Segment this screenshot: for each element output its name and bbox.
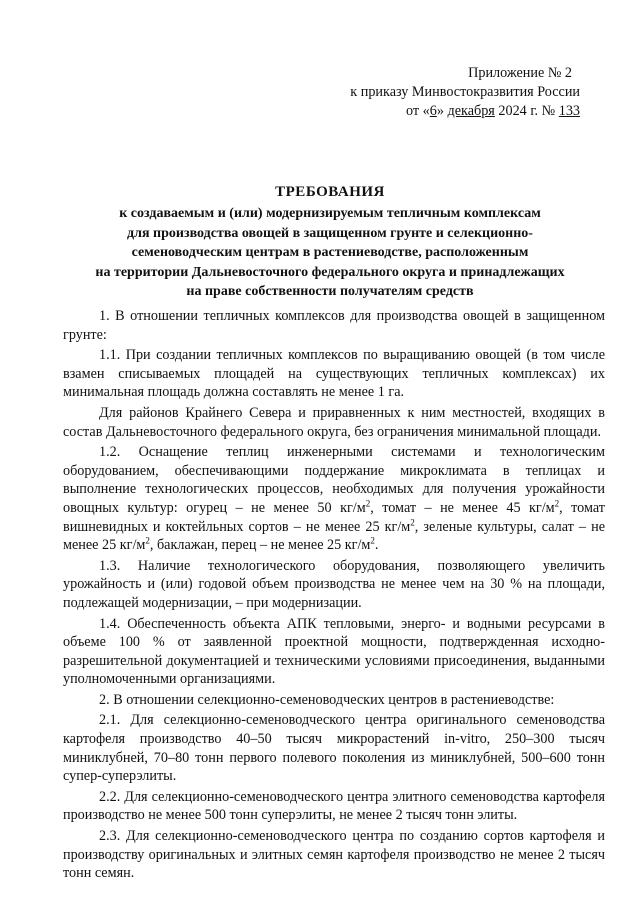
annex-date-line <box>320 102 580 121</box>
p12-part-d: , зеленые культуры, салат – не менее 25 кг/м <box>63 518 605 554</box>
annex-day: 6 <box>429 103 437 119</box>
sup-squared: 2 <box>554 498 560 509</box>
p12-part-f: . <box>374 537 379 554</box>
sup-squared: 2 <box>410 516 415 527</box>
paragraph-2-3: 2.3. Для селекционно-семеноводческого центра по созданию сортов картофеля и производству оригинальных и элитных семян картофеля производство не менее 2 тысяч тонн семян. <box>63 828 605 882</box>
title-line: семеноводческим центрам в растениеводстве, расположенным <box>131 245 529 261</box>
paragraph-1-1: 1.1. При создании тепличных комплексов по выращиванию овощей (в том числе взамен списываемых площадей на существующих тепличных комплексах) их минимальная площадь должна составлять не менее 1 га. <box>63 347 605 401</box>
p12-part-c: , томат вишневидных и коктейльных сортов – не менее 25 кг/м <box>63 499 605 535</box>
annex-number: 133 <box>558 103 580 119</box>
document-body <box>63 307 605 883</box>
annex-order-ref: к приказу Минвостокразвития России <box>350 84 580 100</box>
paragraph-1-4: 1.4. Обеспеченность объекта АПК тепловыми, энерго- и водными ресурсами в объеме 100 % от заявленной проектной мощности, подтвержденная исходно-разрешительной документацией и техническими условиями присоединения, выданными уполномоченными организациями. <box>63 615 605 688</box>
annex-from: от « <box>406 103 430 119</box>
sup-squared: 2 <box>145 535 150 546</box>
paragraph-1-3: 1.3. Наличие технологического оборудования, позволяющего увеличить урожайность и (или) годовой объем производства не менее чем на 30 % на площади, подлежащей модернизации, – при модернизации. <box>63 557 605 611</box>
sup-squared: 2 <box>365 498 371 509</box>
title-line: к создаваемым и (или) модернизируемым тепличным комплексам <box>119 206 541 222</box>
annex-month: декабря <box>447 103 495 119</box>
paragraph-2-2: 2.2. Для селекционно-семеноводческого центра элитного семеноводства картофеля производство не менее 500 тонн суперэлиты, не менее 2 тысяч тонн элиты. <box>63 788 605 824</box>
title-line: для производства овощей в защищенном грунте и селекционно- <box>127 225 533 241</box>
annex-header <box>320 64 580 121</box>
annex-title: Приложение № 2 <box>468 65 572 81</box>
title-main: ТРЕБОВАНИЯ <box>275 184 385 200</box>
document-title <box>40 183 620 301</box>
paragraph-2-1: 2.1. Для селекционно-семеноводческого центра оригинального семеноводства картофеля производство 40–50 тысяч микрорастений in-vitro, 250–300 тысяч миниклубней, 70–80 тонн первого полевого поколения из миниклубней, 500–600 тонн супер-суперэлиты. <box>63 712 605 785</box>
paragraph-1-2 <box>63 443 605 555</box>
title-line: на территории Дальневосточного федерального округа и принадлежащих <box>95 264 565 280</box>
annex-mid2: 2024 г. № <box>494 103 559 119</box>
sup-squared: 2 <box>370 535 375 546</box>
annex-mid1: » <box>436 103 448 119</box>
paragraph-2: 2. В отношении селекционно-семеноводческих центров в растениеводстве: <box>99 691 555 708</box>
p12-part-b: , томат – не менее 45 кг/м <box>370 499 555 516</box>
paragraph-1: 1. В отношении тепличных комплексов для производства овощей в защищенном грунте: <box>63 308 605 343</box>
paragraph-1-1-note: Для районов Крайнего Севера и приравненных к ним местностей, входящих в состав Дальневосточного федерального округа, без ограничения минимальной площади. <box>63 404 605 440</box>
p12-part-a: 1.2. Оснащение теплиц инженерными системами и технологическим оборудованием, обеспечивающими поддержание микроклимата в теплицах и выполнение технологических процессов, необходимых для получения урожайности овощных культур: огурец – не менее 50 кг/м <box>63 444 605 516</box>
title-line: на праве собственности получателям средств <box>186 284 474 300</box>
p12-part-e: , баклажан, перец – не менее 25 кг/м <box>149 537 371 554</box>
